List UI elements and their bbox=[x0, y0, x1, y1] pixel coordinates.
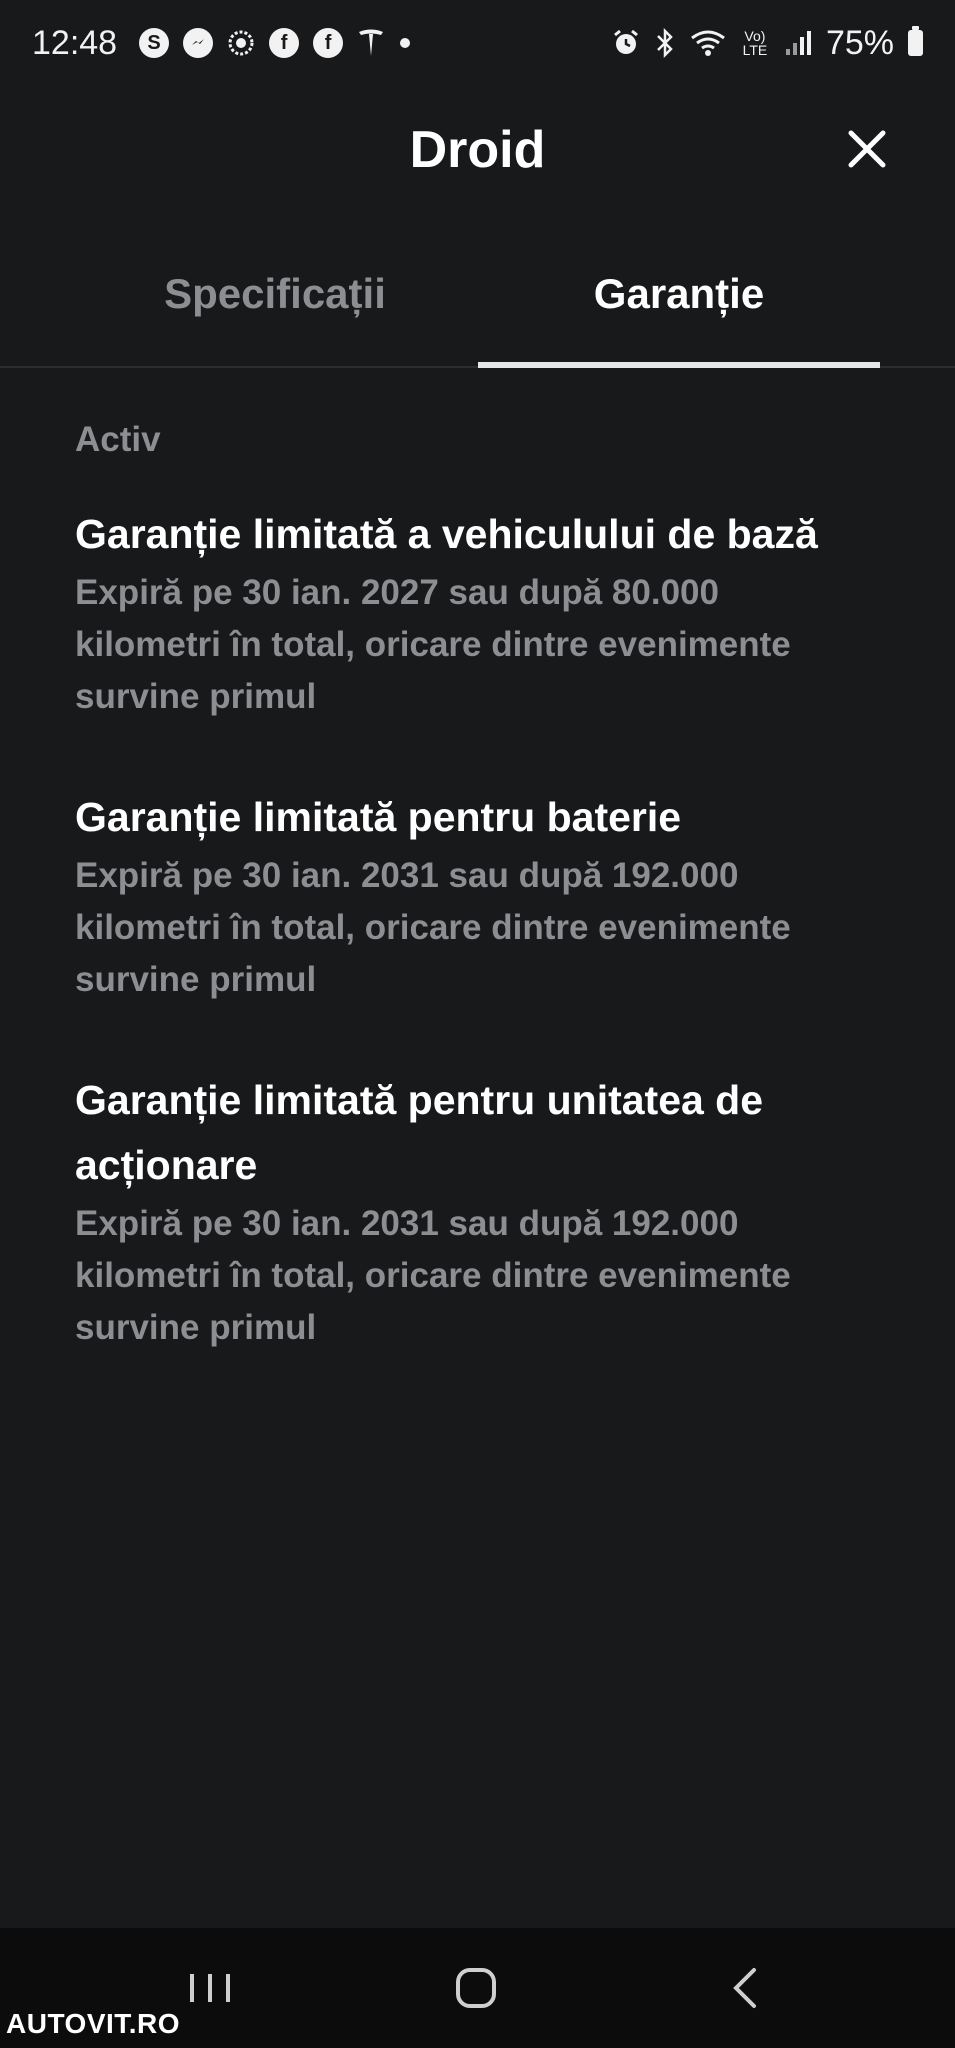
warranty-item bbox=[75, 785, 880, 1006]
warranty-content bbox=[75, 420, 880, 1416]
skype-icon: S bbox=[139, 28, 169, 58]
section-label-active: Activ bbox=[75, 420, 161, 459]
wifi-icon bbox=[690, 28, 726, 58]
status-time: 12:48 bbox=[32, 23, 118, 62]
lion-app-icon bbox=[227, 29, 255, 57]
home-icon bbox=[446, 1958, 506, 2018]
alarm-icon bbox=[612, 29, 640, 57]
warranty-title: Garanție limitată pentru baterie bbox=[75, 794, 682, 840]
warranty-description: Expiră pe 30 ian. 2031 sau după 192.000 kilometri în total, oricare dintre evenimente survine primul bbox=[75, 856, 791, 999]
battery-icon bbox=[908, 30, 923, 56]
back-button[interactable] bbox=[716, 1958, 776, 2018]
messenger-icon bbox=[183, 28, 213, 58]
tab-warranty[interactable]: Garanție bbox=[593, 270, 765, 317]
close-icon bbox=[841, 123, 893, 175]
warranty-item bbox=[75, 502, 880, 723]
status-bar bbox=[0, 0, 955, 86]
header bbox=[0, 105, 955, 195]
facebook-icon: f bbox=[269, 28, 299, 58]
dot-icon bbox=[399, 37, 411, 49]
warranty-item bbox=[75, 1068, 880, 1354]
warranty-description: Expiră pe 30 ian. 2031 sau după 192.000 kilometri în total, oricare dintre evenimente survine primul bbox=[75, 1204, 791, 1347]
system-nav-bar bbox=[0, 1928, 955, 2048]
page-title: Droid bbox=[409, 121, 546, 179]
recents-button[interactable] bbox=[180, 1958, 240, 2018]
close-button[interactable] bbox=[841, 123, 893, 175]
tab-bar bbox=[0, 250, 955, 368]
tab-specifications[interactable]: Specificații bbox=[164, 270, 386, 317]
warranty-title: Garanție limitată pentru unitatea de acționare bbox=[75, 1077, 764, 1188]
tesla-icon bbox=[357, 28, 385, 58]
home-button[interactable] bbox=[446, 1958, 506, 2018]
facebook-icon: f bbox=[313, 28, 343, 58]
watermark: AUTOVIT.RO bbox=[6, 2008, 181, 2039]
active-tab-indicator bbox=[478, 362, 880, 368]
status-right bbox=[612, 24, 923, 63]
back-icon bbox=[716, 1958, 776, 2018]
warranty-title: Garanție limitată a vehiculului de bază bbox=[75, 511, 818, 557]
warranty-description: Expiră pe 30 ian. 2027 sau după 80.000 kilometri în total, oricare dintre evenimente survine primul bbox=[75, 573, 791, 716]
signal-icon bbox=[784, 29, 812, 57]
battery-percent: 75% bbox=[825, 23, 894, 62]
status-left bbox=[32, 24, 411, 63]
volte-icon: Vo) LTE bbox=[742, 28, 768, 58]
bluetooth-icon bbox=[654, 28, 676, 58]
recents-icon bbox=[180, 1958, 240, 2018]
